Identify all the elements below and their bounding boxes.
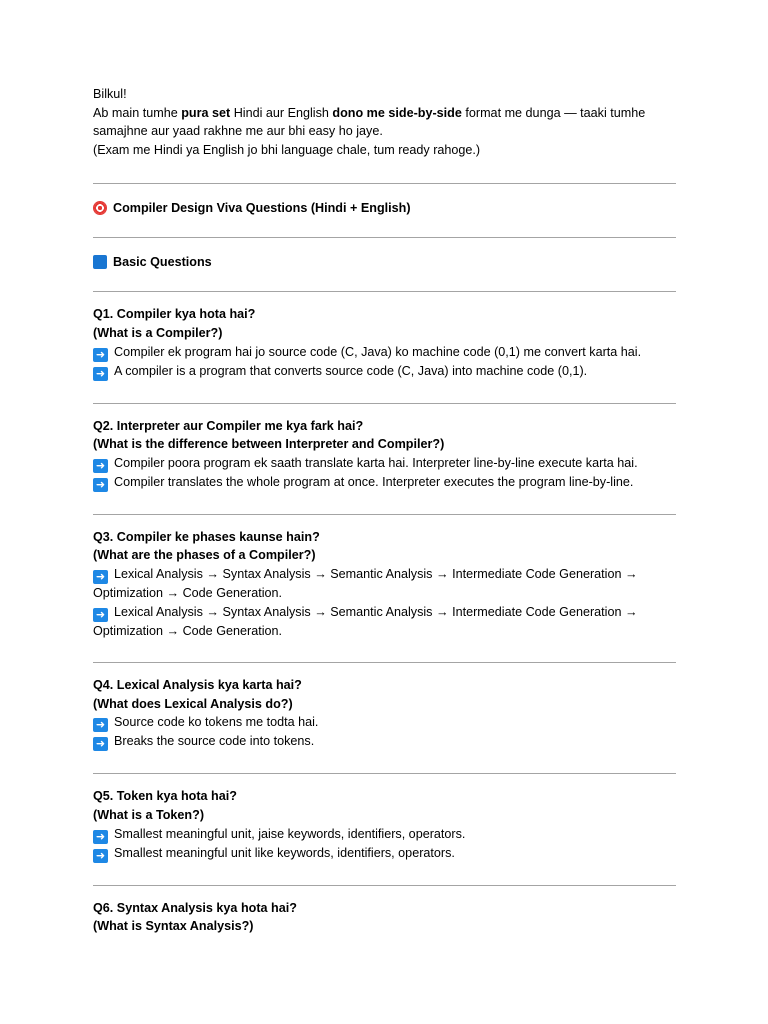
answer-english [93, 473, 676, 492]
answer-text: A compiler is a program that converts source code (C, Java) into machine code (0,1). [114, 363, 588, 378]
question-hindi: Q6. Syntax Analysis kya hota hai? [93, 900, 297, 915]
answer-english [93, 603, 676, 641]
arrow-right-icon: ➜ [93, 718, 108, 732]
answer-english [93, 732, 676, 751]
answer-text: Breaks the source code into tokens. [114, 734, 315, 749]
book-icon [93, 255, 107, 269]
intro-bold-text: pura set [181, 105, 231, 120]
answer-text: Lexical Analysis → Syntax Analysis → Semantic Analysis → Intermediate Code Generation → Optimization → Code Generation. [93, 566, 638, 600]
divider [93, 237, 676, 238]
intro-text: format me dunga — taaki tumhe samajhne aur yaad rakhne me aur bhi easy ho jaye. [93, 105, 646, 139]
question-english: (What is the difference between Interpreter and Compiler?) [93, 437, 445, 452]
arrow-right-icon: ➜ [93, 570, 108, 584]
arrow-right-icon: ➜ [93, 849, 108, 863]
target-icon [93, 201, 107, 215]
question-hindi: Q5. Token kya hota hai? [93, 789, 237, 804]
arrow-right-icon: ➜ [93, 737, 108, 751]
arrow-right-icon: ➜ [93, 478, 108, 492]
section-heading-text: Basic Questions [113, 255, 212, 270]
answer-text: Source code ko tokens me todta hai. [114, 715, 319, 730]
question-hindi: Q2. Interpreter aur Compiler me kya fark hai? [93, 418, 364, 433]
question-block [93, 528, 676, 640]
question-block [93, 899, 676, 936]
answer-text: Compiler poora program ek saath translate karta hai. Interpreter line-by-line execute karta hai. [114, 455, 638, 470]
question-hindi: Q3. Compiler ke phases kaunse hain? [93, 529, 320, 544]
intro-line-1: Bilkul! [93, 87, 127, 101]
answer-text: Lexical Analysis → Syntax Analysis → Semantic Analysis → Intermediate Code Generation → Optimization → Code Generation. [93, 604, 638, 638]
answer-hindi [93, 343, 676, 362]
answer-text: Compiler translates the whole program at once. Interpreter executes the program line-by-line. [114, 474, 634, 489]
doc-title-text: Compiler Design Viva Questions (Hindi + English) [113, 201, 411, 216]
answer-hindi [93, 713, 676, 732]
intro-text: Hindi aur English [230, 105, 333, 120]
question-block [93, 787, 676, 862]
question-block [93, 676, 676, 751]
answer-english [93, 844, 676, 863]
arrow-right-icon: ➜ [93, 348, 108, 362]
answer-hindi [93, 825, 676, 844]
question-hindi: Q1. Compiler kya hota hai? [93, 307, 256, 322]
arrow-right-icon: ➜ [93, 608, 108, 622]
divider [93, 885, 676, 886]
question-english: (What is a Token?) [93, 807, 205, 822]
intro [93, 85, 676, 159]
question-english: (What does Lexical Analysis do?) [93, 696, 293, 711]
divider [93, 403, 676, 404]
divider [93, 662, 676, 663]
answer-hindi [93, 454, 676, 473]
divider [93, 291, 676, 292]
question-english: (What are the phases of a Compiler?) [93, 548, 316, 563]
arrow-right-icon: ➜ [93, 367, 108, 381]
question-block [93, 305, 676, 380]
document-content [93, 85, 676, 936]
question-english: (What is Syntax Analysis?) [93, 919, 254, 934]
answer-hindi [93, 565, 676, 603]
section-heading [93, 253, 676, 271]
answer-text: Smallest meaningful unit, jaise keywords, identifiers, operators. [114, 826, 466, 841]
arrow-right-icon: ➜ [93, 459, 108, 473]
doc-title [93, 199, 676, 217]
intro-text: Ab main tumhe [93, 105, 182, 120]
divider [93, 773, 676, 774]
divider [93, 514, 676, 515]
answer-text: Compiler ek program hai jo source code (C, Java) ko machine code (0,1) me convert karta hai. [114, 344, 642, 359]
arrow-right-icon: ➜ [93, 830, 108, 844]
question-hindi: Q4. Lexical Analysis kya karta hai? [93, 678, 302, 693]
intro-line-3: (Exam me Hindi ya English jo bhi language chale, tum ready rahoge.) [93, 142, 481, 157]
intro-line-2 [93, 104, 676, 141]
question-block [93, 417, 676, 492]
question-english: (What is a Compiler?) [93, 325, 223, 340]
answer-english [93, 362, 676, 381]
divider [93, 183, 676, 184]
answer-text: Smallest meaningful unit like keywords, identifiers, operators. [114, 845, 455, 860]
intro-bold-text: dono me side-by-side [332, 105, 462, 120]
